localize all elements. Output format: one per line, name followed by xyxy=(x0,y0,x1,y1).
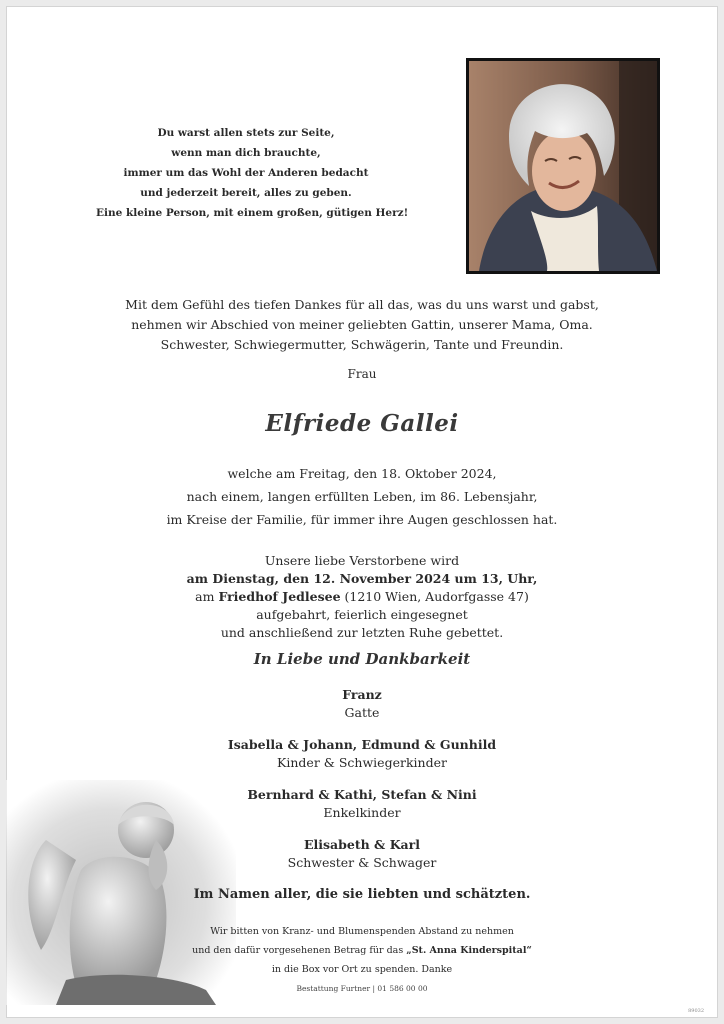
portrait-photo xyxy=(469,61,657,271)
intro-line: nehmen wir Abschied von meiner geliebten Gattin, unserer Mama, Oma. xyxy=(131,317,593,332)
funeral-line: und anschließend zur letzten Ruhe gebettet. xyxy=(220,625,504,640)
family-names: Elisabeth & Karl xyxy=(303,837,420,852)
intro-paragraph xyxy=(0,295,724,355)
note-line: in die Box vor Ort zu spenden. Danke xyxy=(271,964,453,975)
quote-line: und jederzeit bereit, alles zu geben. xyxy=(140,187,352,199)
memorial-quote xyxy=(96,123,409,223)
death-line: im Kreise der Familie, für immer ihre Augen geschlossen hat. xyxy=(166,512,558,527)
portrait-frame xyxy=(466,58,660,274)
thanks-heading: In Liebe und Dankbarkeit xyxy=(253,650,471,668)
family-names: Franz xyxy=(342,687,382,702)
quote-line: wenn man dich brauchte, xyxy=(171,147,321,159)
deceased-name: Elfriede Gallei xyxy=(265,410,459,437)
family-relation: Gatte xyxy=(344,705,380,720)
intro-line: Mit dem Gefühl des tiefen Dankes für all das, was du uns warst und gabst, xyxy=(125,297,599,312)
family-relation: Enkelkinder xyxy=(323,805,401,820)
charity-name: „St. Anna Kinderspital“ xyxy=(406,945,532,956)
death-line: welche am Freitag, den 18. Oktober 2024, xyxy=(227,466,497,481)
location-prefix: am xyxy=(195,589,219,604)
cemetery-address: (1210 Wien, Audorfgasse 47) xyxy=(340,589,529,604)
family-relation: Kinder & Schwiegerkinder xyxy=(277,755,447,770)
family-group xyxy=(0,736,724,772)
quote-line: Du warst allen stets zur Seite, xyxy=(157,127,335,139)
death-paragraph xyxy=(0,462,724,531)
form-code: 89032 xyxy=(688,1008,704,1014)
salutation: Frau xyxy=(347,367,377,381)
funeral-line: aufgebahrt, feierlich eingesegnet xyxy=(256,607,468,622)
death-line: nach einem, langen erfüllten Leben, im 86. Lebensjahr, xyxy=(186,489,538,504)
note-line xyxy=(0,941,724,960)
quote-line: Eine kleine Person, mit einem großen, gütigen Herz! xyxy=(96,207,409,219)
intro-line: Schwester, Schwiegermutter, Schwägerin, Tante und Freundin. xyxy=(160,337,564,352)
family-group xyxy=(0,686,724,722)
family-names: Bernhard & Kathi, Stefan & Nini xyxy=(247,787,477,802)
closing-line: Im Namen aller, die sie liebten und schätzten. xyxy=(193,887,531,902)
cemetery-name: Friedhof Jedlesee xyxy=(218,589,341,604)
funeral-date: am Dienstag, den 12. November 2024 um 13, Uhr, xyxy=(186,571,538,586)
family-names: Isabella & Johann, Edmund & Gunhild xyxy=(227,737,497,752)
note-text: und den dafür vorgesehenen Betrag für das xyxy=(192,945,407,956)
funeral-location xyxy=(0,588,724,606)
funeral-line: Unsere liebe Verstorbene wird xyxy=(264,553,460,568)
family-relation: Schwester & Schwager xyxy=(287,855,437,870)
quote-line: immer um das Wohl der Anderen bedacht xyxy=(123,167,369,179)
donation-note xyxy=(0,922,724,979)
note-line: Wir bitten von Kranz- und Blumenspenden Abstand zu nehmen xyxy=(210,926,514,937)
funeral-home-footer: Bestattung Furtner | 01 586 00 00 xyxy=(296,984,428,993)
funeral-details xyxy=(0,552,724,642)
